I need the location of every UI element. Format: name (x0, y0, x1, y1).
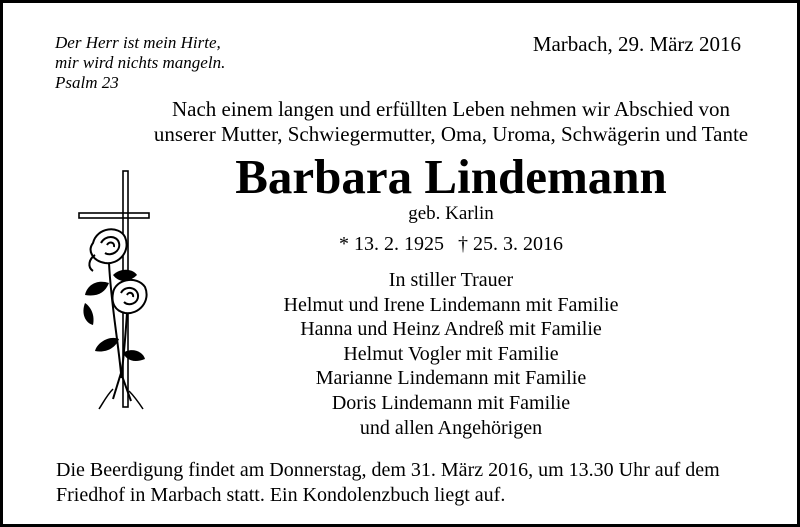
birth-date: * 13. 2. 1925 (339, 233, 444, 255)
funeral-line: Friedhof in Marbach statt. Ein Kondolenzbuch liegt auf. (56, 484, 506, 506)
funeral-info (56, 458, 720, 508)
life-dates (103, 233, 799, 256)
intro-text (103, 97, 799, 147)
mourner-line: und allen Angehörigen (359, 416, 543, 439)
death-date: † 25. 3. 2016 (458, 233, 563, 255)
cross-with-roses-icon (73, 163, 153, 413)
mourner-line: Marianne Lindemann mit Familie (315, 367, 587, 390)
mourners-heading: In stiller Trauer (388, 269, 514, 291)
place-date: Marbach, 29. März 2016 (532, 32, 741, 56)
mourner-line: Hanna und Heinz Andreß mit Familie (300, 318, 602, 341)
psalm-reference: Psalm 23 (55, 73, 119, 92)
funeral-line: Die Beerdigung findet am Donnerstag, dem 31. März 2016, um 13.30 Uhr auf dem (56, 459, 720, 481)
deceased-name: Barbara Lindemann (235, 149, 667, 204)
psalm-line: mir wird nichts mangeln. (55, 53, 226, 72)
psalm-quote (55, 33, 225, 93)
birth-name: geb. Karlin (408, 203, 494, 224)
mourner-line: Helmut und Irene Lindemann mit Familie (283, 293, 619, 316)
mourner-line: Helmut Vogler mit Familie (343, 342, 559, 365)
intro-line: Nach einem langen und erfüllten Leben nehmen wir Abschied von (171, 97, 731, 121)
intro-line: unserer Mutter, Schwiegermutter, Oma, Uroma, Schwägerin und Tante (153, 122, 749, 146)
psalm-line: Der Herr ist mein Hirte, (55, 33, 221, 52)
mourner-line: Doris Lindemann mit Familie (331, 391, 571, 414)
mourners-list (103, 268, 799, 440)
